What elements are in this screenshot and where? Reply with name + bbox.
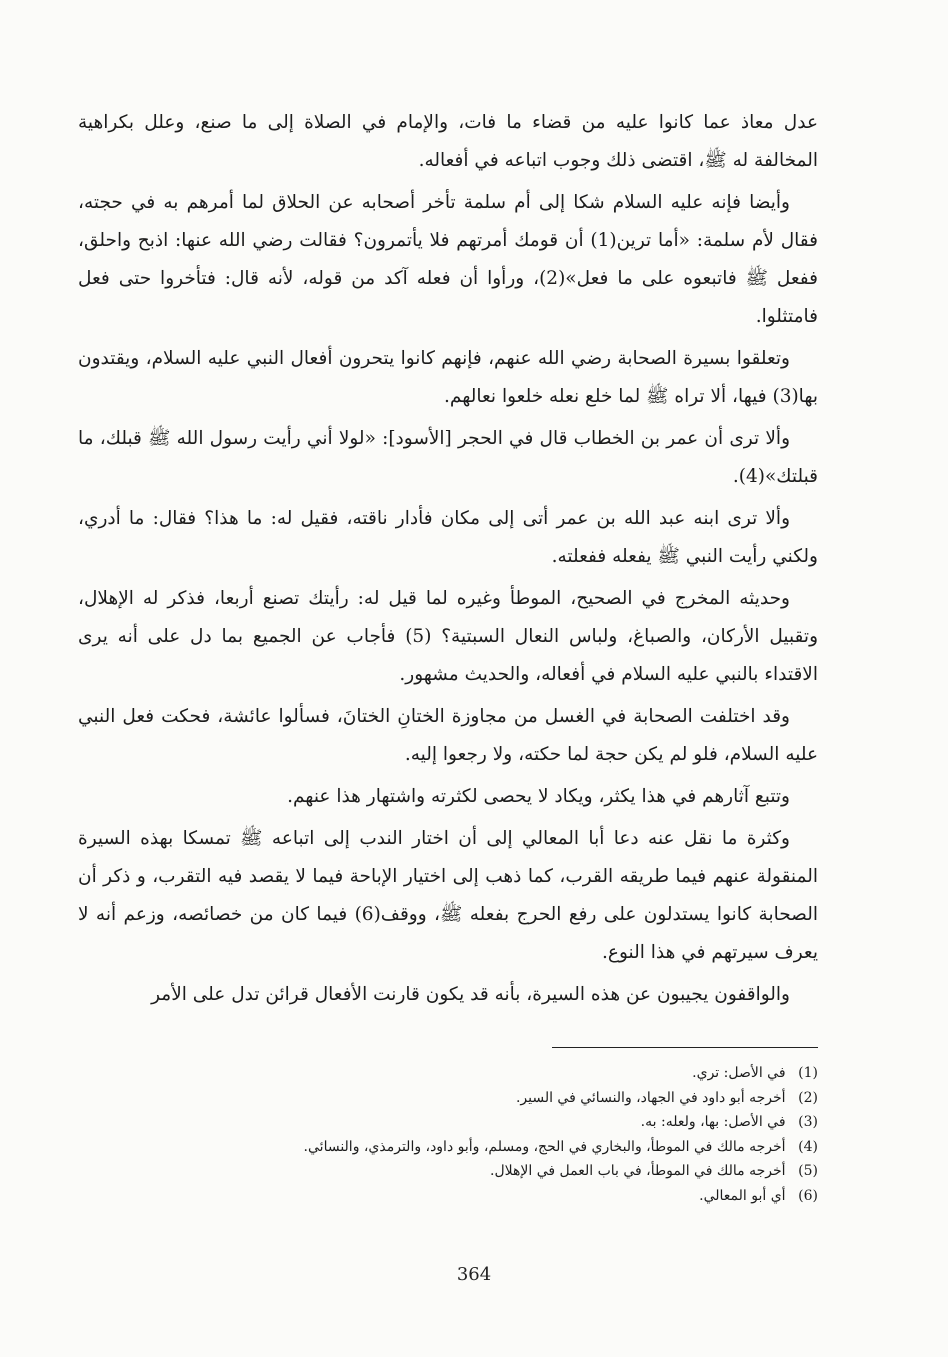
footnote-2 [78, 1086, 818, 1111]
footnote-1 [78, 1061, 818, 1086]
footnote-4 [78, 1135, 818, 1160]
paragraph-1: عدل معاذ عما كانوا عليه من قضاء ما فات، والإمام في الصلاة إلى ما صنع، وعلل بكراهية المخالفة له ﷺ، اقتضى ذلك وجوب اتباعه في أفعاله. [78, 112, 818, 171]
footnote-text: أخرجه أبو داود في الجهاد، والنسائي في السير. [515, 1089, 786, 1106]
footnote-text: أخرجه مالك في الموطأ، في باب العمل في الإهلال. [490, 1163, 786, 1179]
footnote-6 [78, 1184, 818, 1209]
page-number: 364 [456, 1264, 492, 1285]
footnote-number: (3) [798, 1114, 818, 1130]
footnote-number: (6) [798, 1187, 818, 1204]
paragraph-4: وألا ترى أن عمر بن الخطاب قال في الحجر [الأسود]: «لولا أني رأيت رسول الله ﷺ قبلك، ما قبلتك»(4). [78, 428, 818, 487]
footnote-3 [78, 1110, 818, 1135]
footnote-text: أخرجه مالك في الموطأ، والبخاري في الحج، ومسلم، وأبو داود، والترمذي، والنسائي. [303, 1138, 786, 1155]
footnote-5 [78, 1159, 818, 1184]
paragraph-3: وتعلقوا بسيرة الصحابة رضي الله عنهم، فإنهم كانوا يتحرون أفعال النبي عليه السلام، ويقتدون بها(3) فيها، ألا تراه ﷺ لما خلع نعله خلعوا نعالهم. [78, 348, 818, 407]
footnote-number: (5) [798, 1163, 818, 1179]
paragraph-9: وكثرة ما نقل عنه دعا أبا المعالي إلى أن اختار الندب إلى اتباعه ﷺ تمسكا بهذه السيرة المنقولة عنهم فيما طريقه القرب، كما ذهب إلى اختيار الإباحة فيما لا يقصد فيه التقرب، و ذكر أن الصحابة كانوا يستدلون على رفع الحرج بفعله ﷺ، ووقف(6) فيما كان من خصائصه، وزعم أنه لا يعرف سيرتهم في هذا النوع. [78, 828, 818, 963]
paragraph-5: وألا ترى ابنه عبد الله بن عمر أتى إلى مكان فأدار ناقته، فقيل له: ما هذا؟ فقال: ما أدري، ولكني رأيت النبي ﷺ يفعله ففعلته. [78, 508, 818, 567]
footnote-number: (1) [798, 1065, 818, 1081]
footnote-divider [552, 1047, 818, 1048]
paragraph-8: وتتبع آثارهم في هذا يكثر، ويكاد لا يحصى لكثرته واشتهار هذا عنهم. [287, 786, 790, 807]
body-text [78, 104, 818, 1018]
footnotes [78, 1061, 818, 1208]
paragraph-6: وحديثه المخرج في الصحيح، الموطأ وغيره لما قيل له: رأيتك تصنع أربعا، فذكر له الإهلال، وتقبيل الأركان، والصباغ، ولباس النعال السبتية؟ (5) فأجاب عن الجميع بما دل على أنه يرى الاقتداء بالنبي عليه السلام في أفعاله، والحديث مشهور. [78, 588, 819, 685]
paragraph-10: والواقفون يجيبون عن هذه السيرة، بأنه قد يكون قارنت الأفعال قرائن تدل على الأمر [151, 984, 790, 1005]
footnote-text: أي أبو المعالي. [699, 1187, 786, 1204]
paragraph-7: وقد اختلفت الصحابة في الغسل من مجاوزة الختانِ الختانَ، فسألوا عائشة، فحكت فعل النبي عليه السلام، فلو لم يكن حجة لما حكته، ولا رجعوا إليه. [78, 706, 818, 765]
footnote-text: في الأصل: تري. [692, 1065, 786, 1081]
footnote-number: (2) [798, 1089, 818, 1106]
footnote-number: (4) [798, 1138, 818, 1155]
paragraph-2: وأيضا فإنه عليه السلام شكا إلى أم سلمة تأخر أصحابه عن الحلاق لما أمرهم به في حجته، فقال لأم سلمة: «أما ترين(1) أن قومك أمرتهم فلا يأتمرون؟ فقالت رضي الله عنها: اذبح واحلق، ففعل ﷺ فاتبعوه على ما فعل»(2)، ورأوا أن فعله آكد من قوله، لأنه قال: فتأخروا حتى فعل فامتثلوا. [78, 192, 819, 327]
footnote-text: في الأصل: بها، ولعله: به. [640, 1114, 786, 1130]
